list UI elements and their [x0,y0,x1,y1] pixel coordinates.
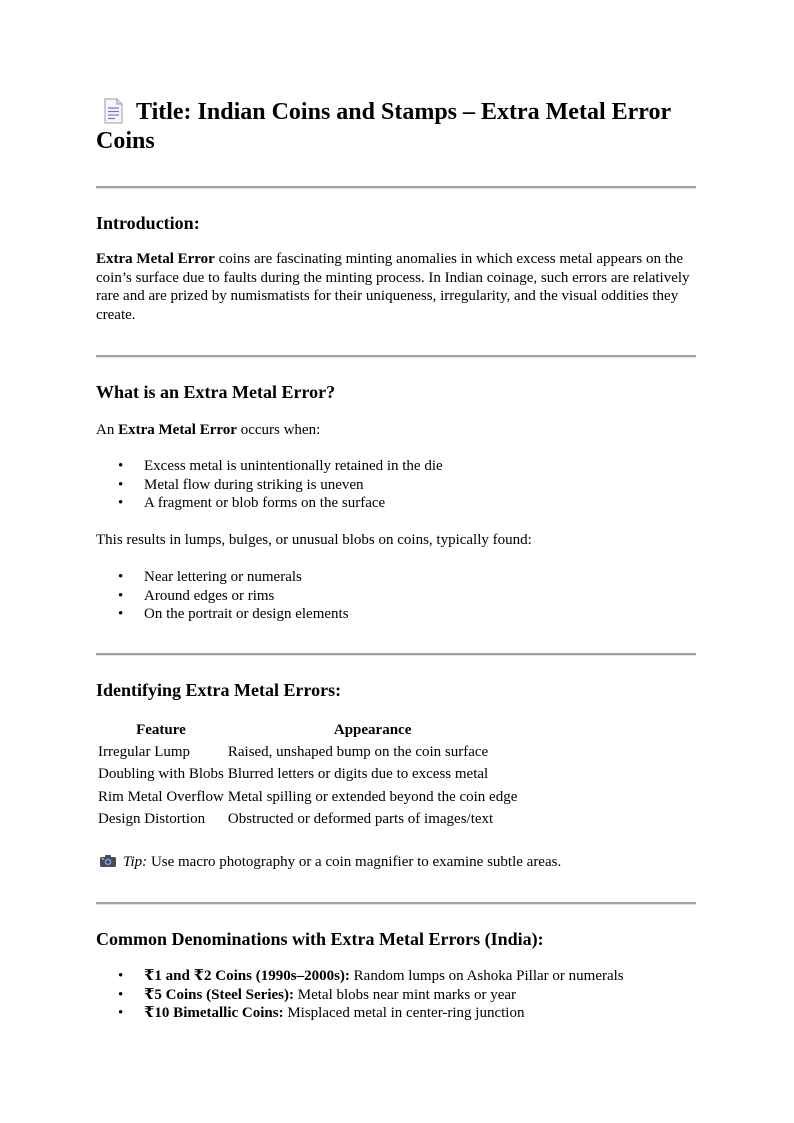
list-item: • Near lettering or numerals [96,568,349,587]
what-lead-pre: An [96,422,119,438]
locations-list [96,568,349,624]
intro-bold: Extra Metal Error [96,251,215,267]
table-row [96,786,519,809]
intro-text: coins are fascinating minting anomalies in which excess metal appears on the coin’s surface due to faults during the minting process. In Indian coinage, such errors are relatively rare and are prized by numismatists for their uniqueness, irregularity, and the visual oddities they create. [96,251,690,323]
tip-text: Use macro photography or a coin magnifier to examine subtle areas. [147,854,562,870]
table-cell: Metal spilling or extended beyond the coin edge [227,788,518,805]
table-cell: Irregular Lump [98,743,191,760]
identify-heading: Identifying Extra Metal Errors: [96,680,342,700]
item-text: Random lumps on Ashoka Pillar or numerals [349,968,624,984]
table-row [96,741,519,764]
list-item: • Metal flow during striking is uneven [96,476,443,495]
list-item [96,1004,624,1023]
list-item [96,986,624,1005]
table-row [96,764,519,787]
divider [96,902,696,905]
table-header-row [96,719,519,741]
list-item: • A fragment or blob forms on the surface [96,494,443,513]
denominations-heading: Common Denominations with Extra Metal Errors (India): [96,929,544,949]
list-item: • Around edges or rims [96,587,349,606]
intro-heading: Introduction: [96,213,200,233]
what-lead-bold: Extra Metal Error [118,422,237,438]
result-text: This results in lumps, bulges, or unusual blobs on coins, typically found: [96,532,532,548]
divider [96,186,696,189]
tip-line [96,853,698,872]
page-title [96,98,698,156]
item-bold: ₹10 Bimetallic Coins: [144,1005,284,1021]
camera-icon [99,854,117,868]
item-text: Metal blobs near mint marks or year [294,986,517,1003]
table-cell: Raised, unshaped bump on the coin surface [227,743,489,760]
what-lead-post: occurs when: [236,422,321,438]
divider [96,355,696,358]
list-item: • On the portrait or design elements [96,605,349,624]
what-heading: What is an Extra Metal Error? [96,382,336,402]
item-bold: ₹5 Coins (Steel Series): [144,986,294,1003]
what-lead [96,421,698,440]
denominations-list [96,967,624,1023]
causes-list [96,457,443,513]
table-cell: Doubling with Blobs [98,766,224,783]
table-cell: Design Distortion [98,811,206,828]
item-bold: ₹1 and ₹2 Coins (1990s–2000s): [144,968,350,984]
list-item: • Excess metal is unintentionally retained in the die [96,457,443,476]
item-text: Misplaced metal in center-ring junction [283,1005,525,1021]
divider [96,653,696,656]
list-item [96,967,624,986]
table-row [96,809,519,832]
tip-label: Tip: [123,854,148,870]
features-table [96,719,519,831]
page-title-text: Title: Indian Coins and Stamps – Extra Metal Error Coins [96,99,671,154]
table-cell: Blurred letters or digits due to excess metal [227,766,489,783]
table-cell: Rim Metal Overflow [98,788,224,805]
table-header: Appearance [333,721,412,738]
document-icon [100,98,126,124]
intro-paragraph [96,250,698,324]
table-header: Feature [136,721,186,738]
table-cell: Obstructed or deformed parts of images/text [227,811,494,828]
